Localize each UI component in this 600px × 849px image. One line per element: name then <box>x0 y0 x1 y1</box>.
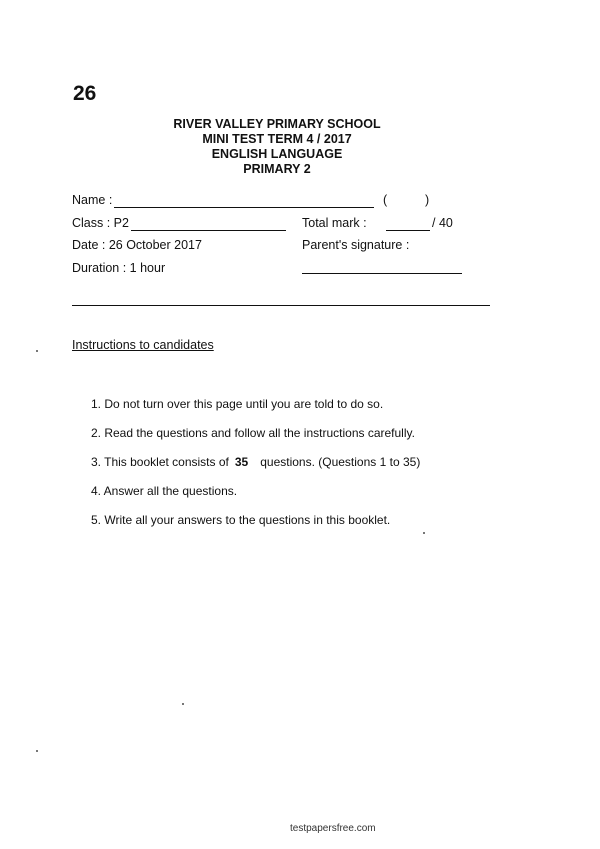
question-count: 35 <box>234 455 249 469</box>
duration-label: Duration : 1 hour <box>72 261 166 275</box>
instruction-item: 2. Read the questions and follow all the instructions carefully. <box>91 426 415 440</box>
total-mark-line <box>386 230 430 231</box>
class-number-close-paren: ) <box>425 193 430 207</box>
exam-header <box>0 117 600 177</box>
footer-watermark: testpapersfree.com <box>290 823 376 834</box>
date-label: Date : 26 October 2017 <box>72 238 202 252</box>
instructions-title: Instructions to candidates <box>72 338 214 352</box>
instruction-item: 5. Write all your answers to the questions in this booklet. <box>91 513 391 527</box>
scan-speck <box>36 350 38 352</box>
total-mark-out-of: / 40 <box>432 216 453 230</box>
instruction-item: 4. Answer all the questions. <box>91 484 238 498</box>
class-line <box>131 230 286 231</box>
instruction-item: 1. Do not turn over this page until you are told to do so. <box>91 397 384 411</box>
scan-speck <box>36 750 38 752</box>
name-label: Name : <box>72 193 113 207</box>
page-number: 26 <box>73 82 97 105</box>
class-label: Class : P2 <box>72 216 129 230</box>
scan-speck <box>182 703 184 705</box>
instructions-list <box>91 397 420 542</box>
instruction-item <box>91 455 420 484</box>
school-name: RIVER VALLEY PRIMARY SCHOOL <box>173 117 381 131</box>
level-title: PRIMARY 2 <box>243 162 311 176</box>
class-number-open-paren: ( <box>383 193 388 207</box>
subject-title: ENGLISH LANGUAGE <box>211 147 343 161</box>
instruction-3-prefix: 3. This booklet consists of <box>91 455 229 469</box>
test-title: MINI TEST TERM 4 / 2017 <box>202 132 352 146</box>
total-mark-label: Total mark : <box>302 216 367 230</box>
scan-speck <box>423 532 425 534</box>
parent-signature-line <box>302 273 462 274</box>
parent-signature-label: Parent's signature : <box>302 238 410 252</box>
header-separator <box>72 305 490 306</box>
instruction-3-suffix: questions. (Questions 1 to 35) <box>260 455 421 469</box>
name-line <box>114 207 374 208</box>
